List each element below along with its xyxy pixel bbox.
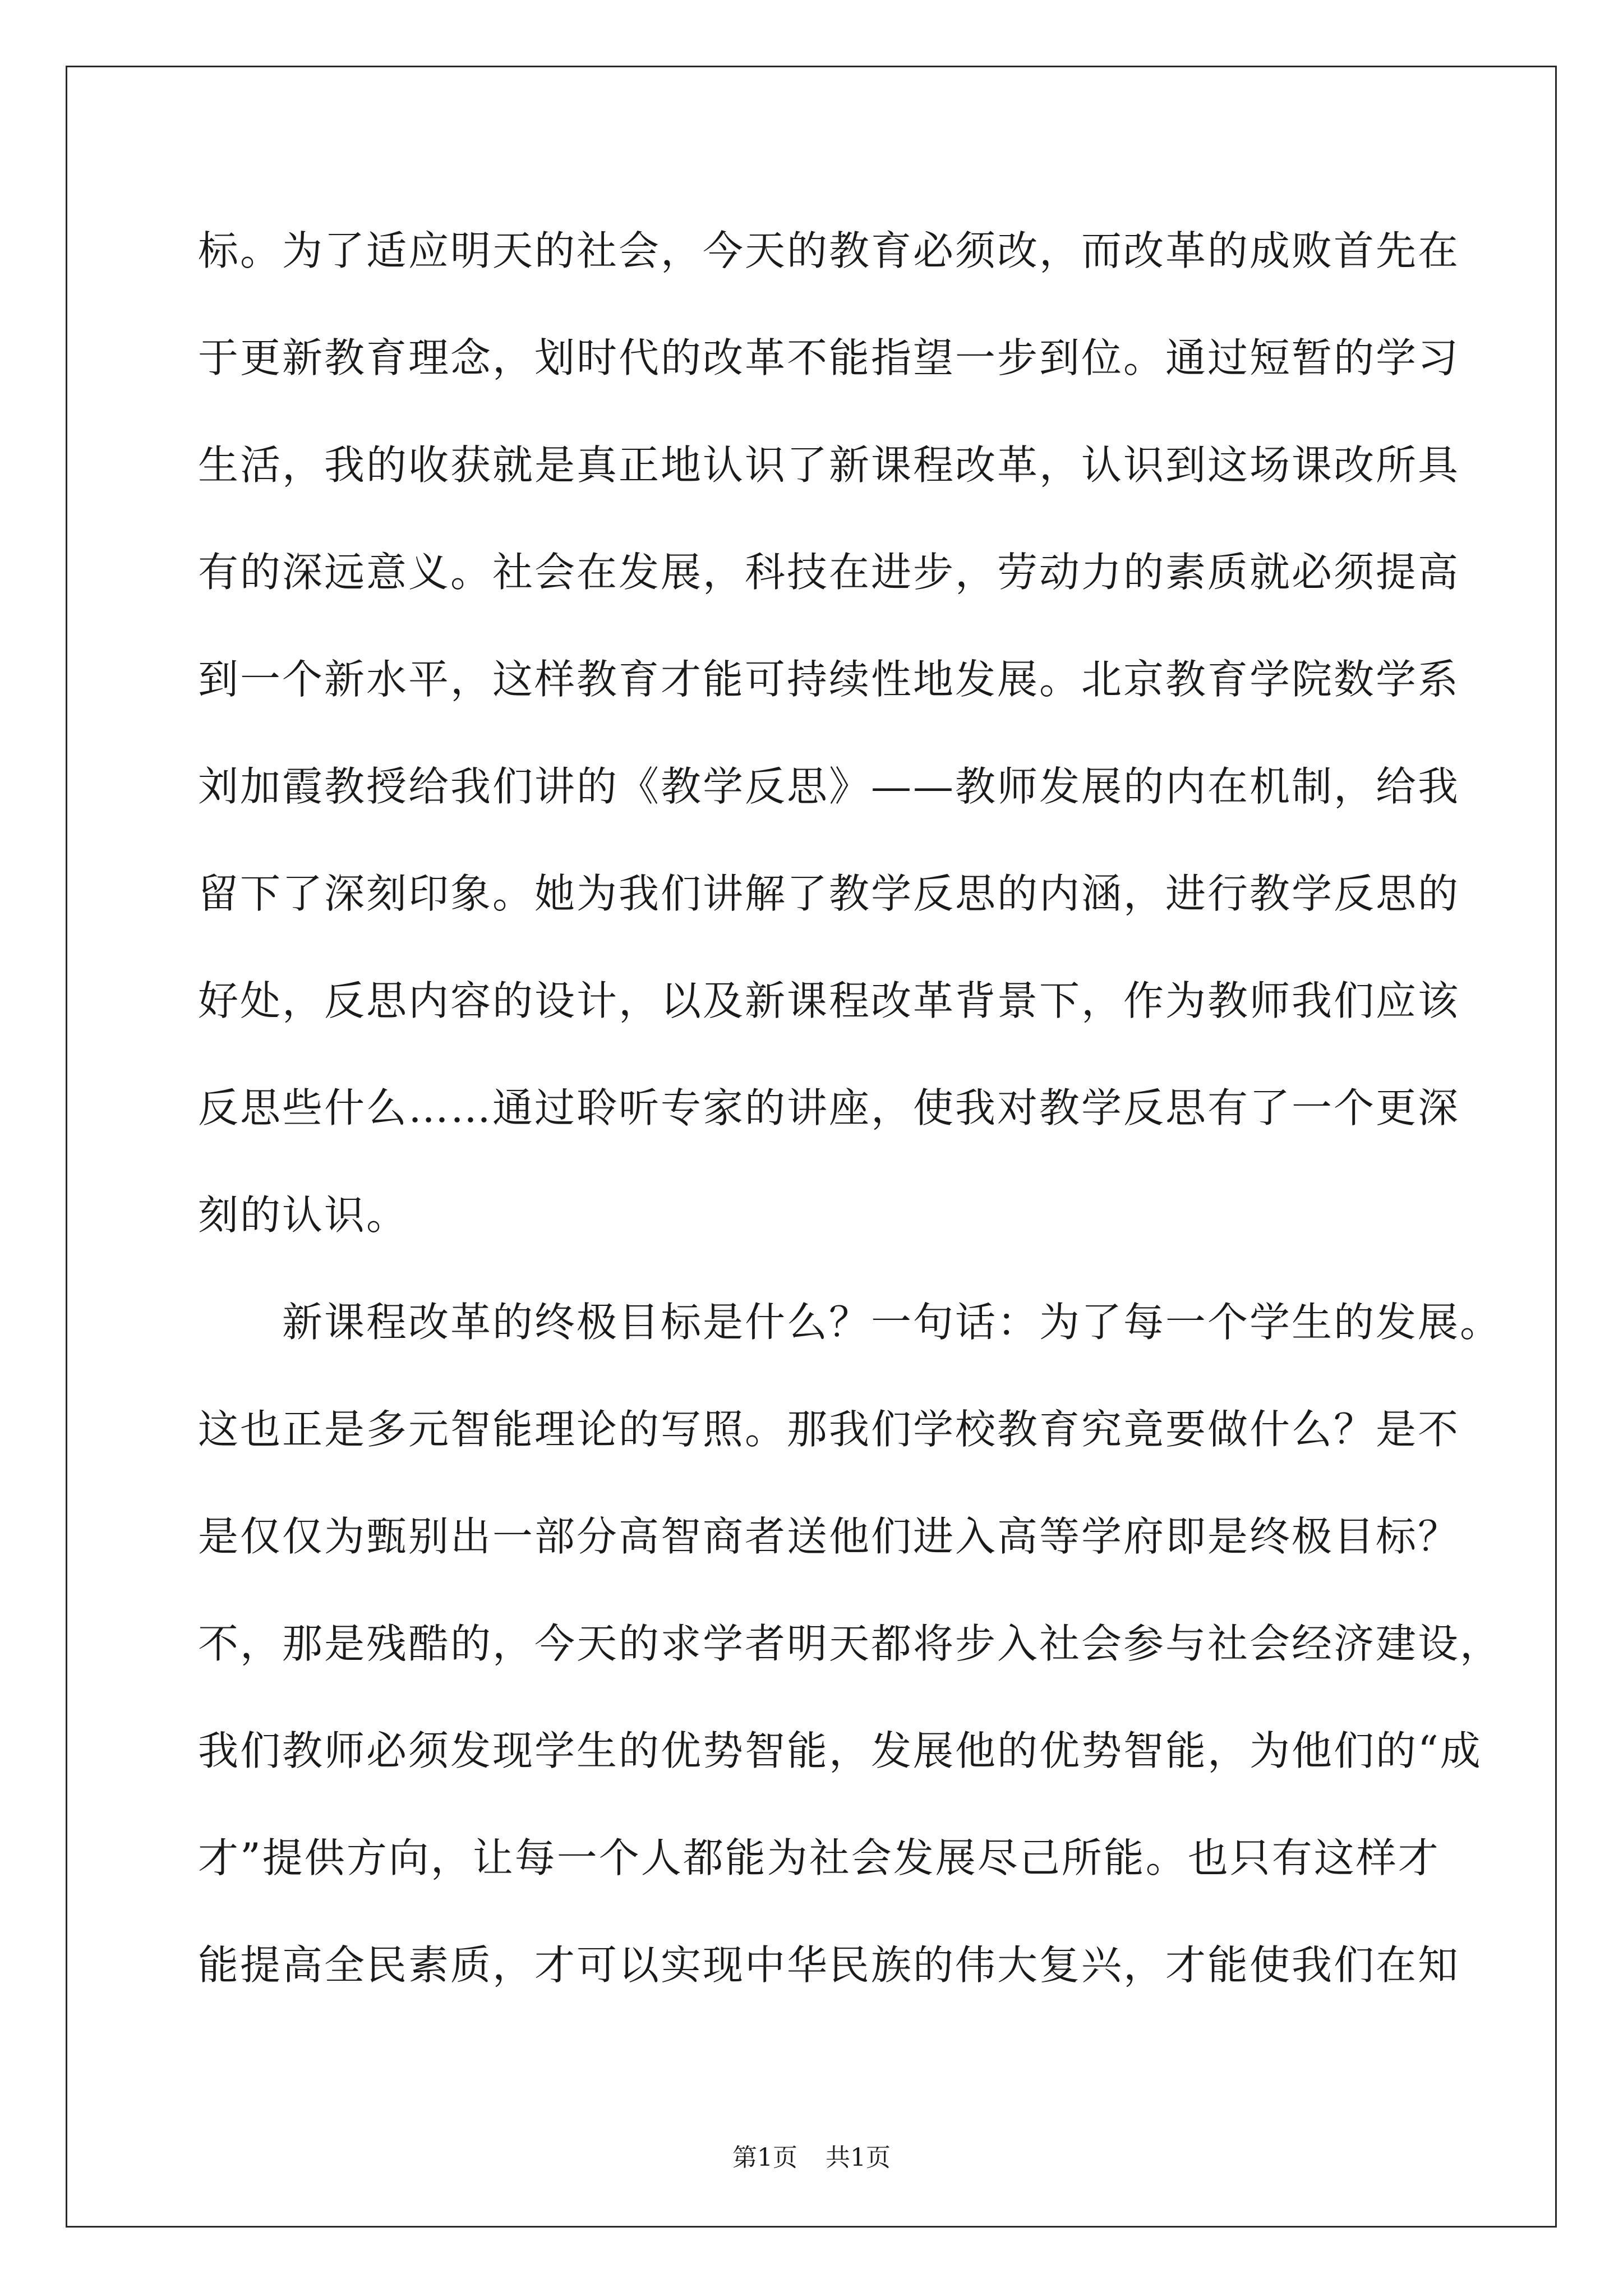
text-line: 有的深远意义。社会在发展，科技在进步，劳动力的素质就必须提高 (198, 549, 1460, 596)
text-line: 好处，反思内容的设计，以及新课程改革背景下，作为教师我们应该 (198, 977, 1460, 1024)
page-number: 第1页 (732, 2143, 797, 2172)
paragraph-2 (198, 1269, 1502, 2019)
text-line: 我们教师必须发现学生的优势智能，发展他的优势智能，为他们的“成 (198, 1727, 1482, 1774)
document-body (198, 197, 1502, 2019)
paragraph-1 (198, 197, 1460, 1269)
text-line: 反思些什么……通过聆听专家的讲座，使我对教学反思有了一个更深 (198, 1084, 1460, 1131)
text-line: 是仅仅为甄别出一部分高智商者送他们进入高等学府即是终极目标？ (198, 1513, 1460, 1560)
text-line: 到一个新水平，这样教育才能可持续性地发展。北京教育学院数学系 (198, 656, 1460, 703)
text-line: 不，那是残酷的，今天的求学者明天都将步入社会参与社会经济建设， (198, 1620, 1502, 1667)
text-line: 才”提供方向，让每一个人都能为社会发展尽己所能。也只有这样才 (198, 1834, 1440, 1881)
text-line: 刘加霞教授给我们讲的《教学反思》——教师发展的内在机制，给我 (198, 763, 1460, 810)
page-footer (0, 2137, 1623, 2173)
text-line: 标。为了适应明天的社会，今天的教育必须改，而改革的成败首先在 (198, 227, 1460, 274)
text-line: 于更新教育理念，划时代的改革不能指望一步到位。通过短暂的学习 (198, 334, 1460, 381)
text-line: 能提高全民素质，才可以实现中华民族的伟大复兴，才能使我们在知 (198, 1941, 1460, 1989)
text-line: 留下了深刻印象。她为我们讲解了教学反思的内涵，进行教学反思的 (198, 870, 1460, 917)
text-line: 这也正是多元智能理论的写照。那我们学校教育究竟要做什么？是不 (198, 1406, 1460, 1453)
text-line: 生活，我的收获就是真正地认识了新课程改革，认识到这场课改所具 (198, 441, 1460, 489)
text-line: 刻的认识。 (198, 1191, 409, 1239)
text-line: 新课程改革的终极目标是什么？一句话：为了每一个学生的发展。 (198, 1299, 1502, 1346)
page-total: 共1页 (826, 2143, 891, 2172)
